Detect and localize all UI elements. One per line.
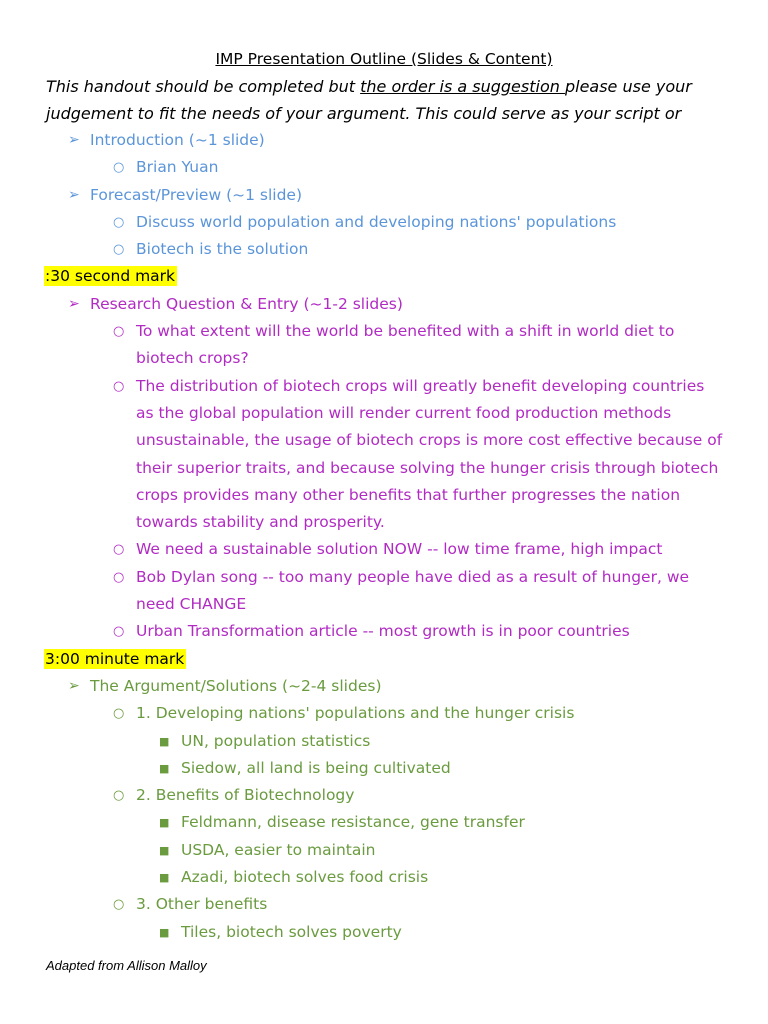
arrow-bullet-icon: ➢ bbox=[68, 132, 80, 148]
circle-bullet-icon: ○ bbox=[113, 324, 125, 340]
square-bullet-icon: ■ bbox=[159, 925, 170, 939]
circle-bullet-icon: ○ bbox=[113, 160, 125, 176]
source-item: ■ USDA, easier to maintain bbox=[0, 837, 768, 864]
section-argument-heading: ➢ The Argument/Solutions (~2-4 slides) bbox=[0, 673, 768, 700]
circle-bullet-icon: ○ bbox=[113, 569, 125, 585]
square-bullet-icon: ■ bbox=[159, 843, 170, 857]
list-item: ○ Discuss world population and developing nations' populations bbox=[0, 209, 768, 236]
intro-text-end: please use your judgement to fit the needs of your argument. This could serve as your script or bbox=[46, 77, 692, 123]
square-bullet-icon: ■ bbox=[159, 816, 170, 830]
circle-bullet-icon: ○ bbox=[113, 378, 125, 394]
circle-bullet-icon: ○ bbox=[113, 706, 125, 722]
arrow-bullet-icon: ➢ bbox=[68, 295, 80, 312]
intro-text-start: This handout should be completed but bbox=[46, 77, 361, 96]
footer-credit: Adapted from Allison Malloy bbox=[46, 958, 207, 973]
circle-bullet-icon: ○ bbox=[113, 897, 125, 913]
square-bullet-icon: ■ bbox=[159, 734, 170, 748]
list-item: ○ The distribution of biotech crops will greatly benefit developing countries as the global population will render current food production methods unsustainable, the usage of biotech crops is more cost effective because of their superior traits, and because solving the hunger crisis through biotech crops provides many other benefits that further progresses the nation towards stability and prosperity. bbox=[0, 373, 726, 537]
section-forecast-heading: ➢ Forecast/Preview (~1 slide) bbox=[0, 182, 768, 209]
list-item: ○ To what extent will the world be benefited with a shift in world diet to biotech crops? bbox=[0, 318, 726, 373]
list-item: ○ Urban Transformation article -- most growth is in poor countries bbox=[0, 618, 726, 645]
argument-point: ○ 2. Benefits of Biotechnology bbox=[0, 782, 768, 809]
time-marker-30s: :30 second mark bbox=[45, 267, 176, 286]
source-item: ■ Azadi, biotech solves food crisis bbox=[0, 864, 768, 891]
source-item: ■ UN, population statistics bbox=[0, 728, 768, 755]
list-item: ○ Brian Yuan bbox=[0, 154, 768, 181]
circle-bullet-icon: ○ bbox=[113, 242, 125, 258]
section-introduction-heading: ➢ Introduction (~1 slide) bbox=[0, 127, 768, 154]
list-item: ○ We need a sustainable solution NOW -- low time frame, high impact bbox=[0, 536, 726, 563]
document-title: IMP Presentation Outline (Slides & Content) bbox=[215, 50, 553, 68]
square-bullet-icon: ■ bbox=[159, 871, 170, 885]
presentation-outline bbox=[0, 127, 768, 946]
section-research-heading: ➢ Research Question & Entry (~1-2 slides) bbox=[0, 291, 768, 318]
circle-bullet-icon: ○ bbox=[113, 624, 125, 640]
square-bullet-icon: ■ bbox=[159, 761, 170, 775]
argument-point: ○ 3. Other benefits bbox=[0, 891, 768, 918]
time-marker-3m: 3:00 minute mark bbox=[45, 649, 185, 668]
argument-point: ○ 1. Developing nations' populations and the hunger crisis bbox=[0, 700, 768, 727]
intro-paragraph bbox=[46, 73, 746, 127]
list-item: ○ Bob Dylan song -- too many people have died as a result of hunger, we need CHANGE bbox=[0, 564, 726, 619]
circle-bullet-icon: ○ bbox=[113, 542, 125, 558]
circle-bullet-icon: ○ bbox=[113, 788, 125, 804]
source-item: ■ Feldmann, disease resistance, gene transfer bbox=[0, 809, 768, 836]
circle-bullet-icon: ○ bbox=[113, 214, 125, 230]
intro-underlined-text: the order is a suggestion bbox=[360, 77, 565, 96]
arrow-bullet-icon: ➢ bbox=[68, 186, 80, 203]
arrow-bullet-icon: ➢ bbox=[68, 677, 80, 694]
source-item: ■ Tiles, biotech solves poverty bbox=[0, 919, 768, 946]
source-item: ■ Siedow, all land is being cultivated bbox=[0, 755, 768, 782]
list-item: ○ Biotech is the solution bbox=[0, 236, 768, 263]
